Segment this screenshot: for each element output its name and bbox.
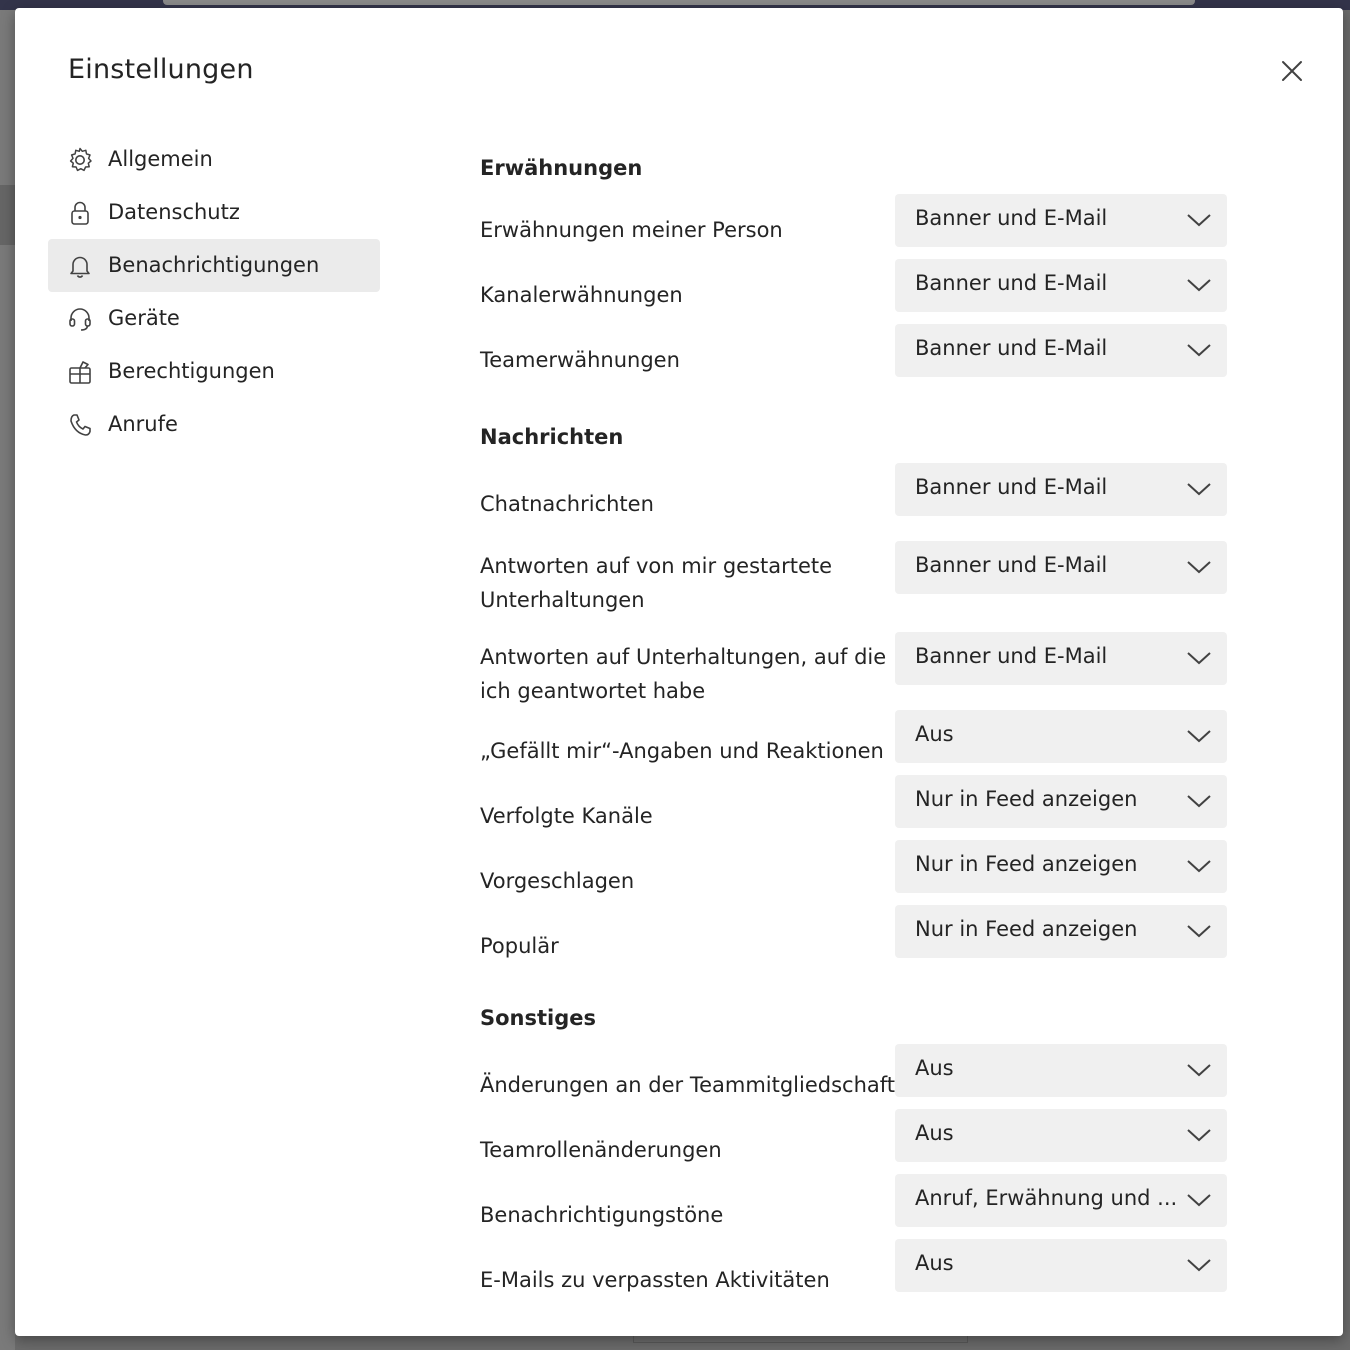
- bell-icon: [66, 252, 94, 280]
- dropdown-value: Aus: [915, 1251, 954, 1275]
- setting-dropdown[interactable]: [895, 541, 1227, 594]
- nav-item-anrufe[interactable]: [48, 398, 380, 451]
- dropdown-value: Banner und E-Mail: [915, 475, 1108, 499]
- setting-label: „Gefällt mir“-Angaben und Reaktionen: [480, 739, 884, 763]
- dropdown-value: Nur in Feed anzeigen: [915, 852, 1138, 876]
- dropdown-value: Aus: [915, 722, 954, 746]
- gift-icon: [66, 358, 94, 386]
- setting-dropdown[interactable]: [895, 324, 1227, 377]
- headset-icon: [66, 305, 94, 333]
- nav-item-label: Benachrichtigungen: [108, 253, 320, 277]
- background-app-rail-item: [0, 185, 15, 245]
- chevron-down-icon: [1185, 648, 1213, 668]
- dropdown-value: Anruf, Erwähnung und ...: [915, 1186, 1178, 1210]
- nav-item-label: Geräte: [108, 306, 180, 330]
- nav-item-berechtigungen[interactable]: [48, 345, 380, 398]
- setting-label: Erwähnungen meiner Person: [480, 218, 783, 242]
- chevron-down-icon: [1185, 856, 1213, 876]
- setting-label: Chatnachrichten: [480, 492, 654, 516]
- setting-dropdown[interactable]: [895, 632, 1227, 685]
- nav-item-label: Allgemein: [108, 147, 213, 171]
- nav-item-label: Berechtigungen: [108, 359, 275, 383]
- section-title-mentions: Erwähnungen: [480, 156, 643, 180]
- nav-item-benachrichtigungen[interactable]: [48, 239, 380, 292]
- section-title-messages: Nachrichten: [480, 425, 624, 449]
- dropdown-value: Banner und E-Mail: [915, 553, 1108, 577]
- gear-icon: [66, 146, 94, 174]
- settings-nav: [48, 133, 380, 451]
- chevron-down-icon: [1185, 1125, 1213, 1145]
- setting-dropdown[interactable]: [895, 1174, 1227, 1227]
- chevron-down-icon: [1185, 921, 1213, 941]
- dropdown-value: Banner und E-Mail: [915, 644, 1108, 668]
- setting-dropdown[interactable]: [895, 1109, 1227, 1162]
- section-title-other: Sonstiges: [480, 1006, 597, 1030]
- setting-dropdown[interactable]: [895, 710, 1227, 763]
- chevron-down-icon: [1185, 726, 1213, 746]
- dropdown-value: Aus: [915, 1056, 954, 1080]
- setting-label: Teamrollenänderungen: [480, 1138, 722, 1162]
- setting-label: Benachrichtigungstöne: [480, 1203, 724, 1227]
- setting-dropdown[interactable]: [895, 194, 1227, 247]
- setting-dropdown[interactable]: [895, 259, 1227, 312]
- nav-item-label: Anrufe: [108, 412, 178, 436]
- setting-label: Antworten auf von mir gestartete Unterhaltungen: [480, 554, 833, 612]
- close-icon: [1277, 56, 1307, 86]
- setting-label: Teamerwähnungen: [480, 348, 680, 372]
- setting-label: Populär: [480, 934, 559, 958]
- setting-label: E-Mails zu verpassten Aktivitäten: [480, 1268, 830, 1292]
- dropdown-value: Banner und E-Mail: [915, 336, 1108, 360]
- setting-dropdown[interactable]: [895, 463, 1227, 516]
- chevron-down-icon: [1185, 210, 1213, 230]
- background-search-bar: [163, 0, 1195, 5]
- dropdown-value: Banner und E-Mail: [915, 206, 1108, 230]
- setting-dropdown[interactable]: [895, 1239, 1227, 1292]
- chevron-down-icon: [1185, 1255, 1213, 1275]
- nav-item-allgemein[interactable]: [48, 133, 380, 186]
- chevron-down-icon: [1185, 791, 1213, 811]
- nav-item-geraete[interactable]: [48, 292, 380, 345]
- nav-item-label: Datenschutz: [108, 200, 240, 224]
- setting-label: Kanalerwähnungen: [480, 283, 683, 307]
- setting-label: Vorgeschlagen: [480, 869, 635, 893]
- setting-label: Änderungen an der Teammitgliedschaft: [480, 1073, 896, 1097]
- settings-dialog: [15, 8, 1343, 1336]
- nav-item-datenschutz[interactable]: [48, 186, 380, 239]
- setting-dropdown[interactable]: [895, 1044, 1227, 1097]
- chevron-down-icon: [1185, 340, 1213, 360]
- notification-settings: [480, 133, 1240, 1292]
- dropdown-value: Banner und E-Mail: [915, 271, 1108, 295]
- chevron-down-icon: [1185, 1190, 1213, 1210]
- dropdown-value: Aus: [915, 1121, 954, 1145]
- setting-dropdown[interactable]: [895, 840, 1227, 893]
- close-button[interactable]: [1277, 56, 1307, 86]
- setting-dropdown[interactable]: [895, 775, 1227, 828]
- setting-label: Verfolgte Kanäle: [480, 804, 653, 828]
- phone-icon: [66, 411, 94, 439]
- background-app-fragment: [633, 1336, 968, 1343]
- dialog-title: Einstellungen: [68, 54, 254, 85]
- dropdown-value: Nur in Feed anzeigen: [915, 917, 1138, 941]
- setting-label: Antworten auf Unterhaltungen, auf die ich geantwortet habe: [480, 645, 887, 703]
- chevron-down-icon: [1185, 479, 1213, 499]
- chevron-down-icon: [1185, 557, 1213, 577]
- setting-dropdown[interactable]: [895, 905, 1227, 958]
- chevron-down-icon: [1185, 1060, 1213, 1080]
- dropdown-value: Nur in Feed anzeigen: [915, 787, 1138, 811]
- chevron-down-icon: [1185, 275, 1213, 295]
- lock-icon: [66, 199, 94, 227]
